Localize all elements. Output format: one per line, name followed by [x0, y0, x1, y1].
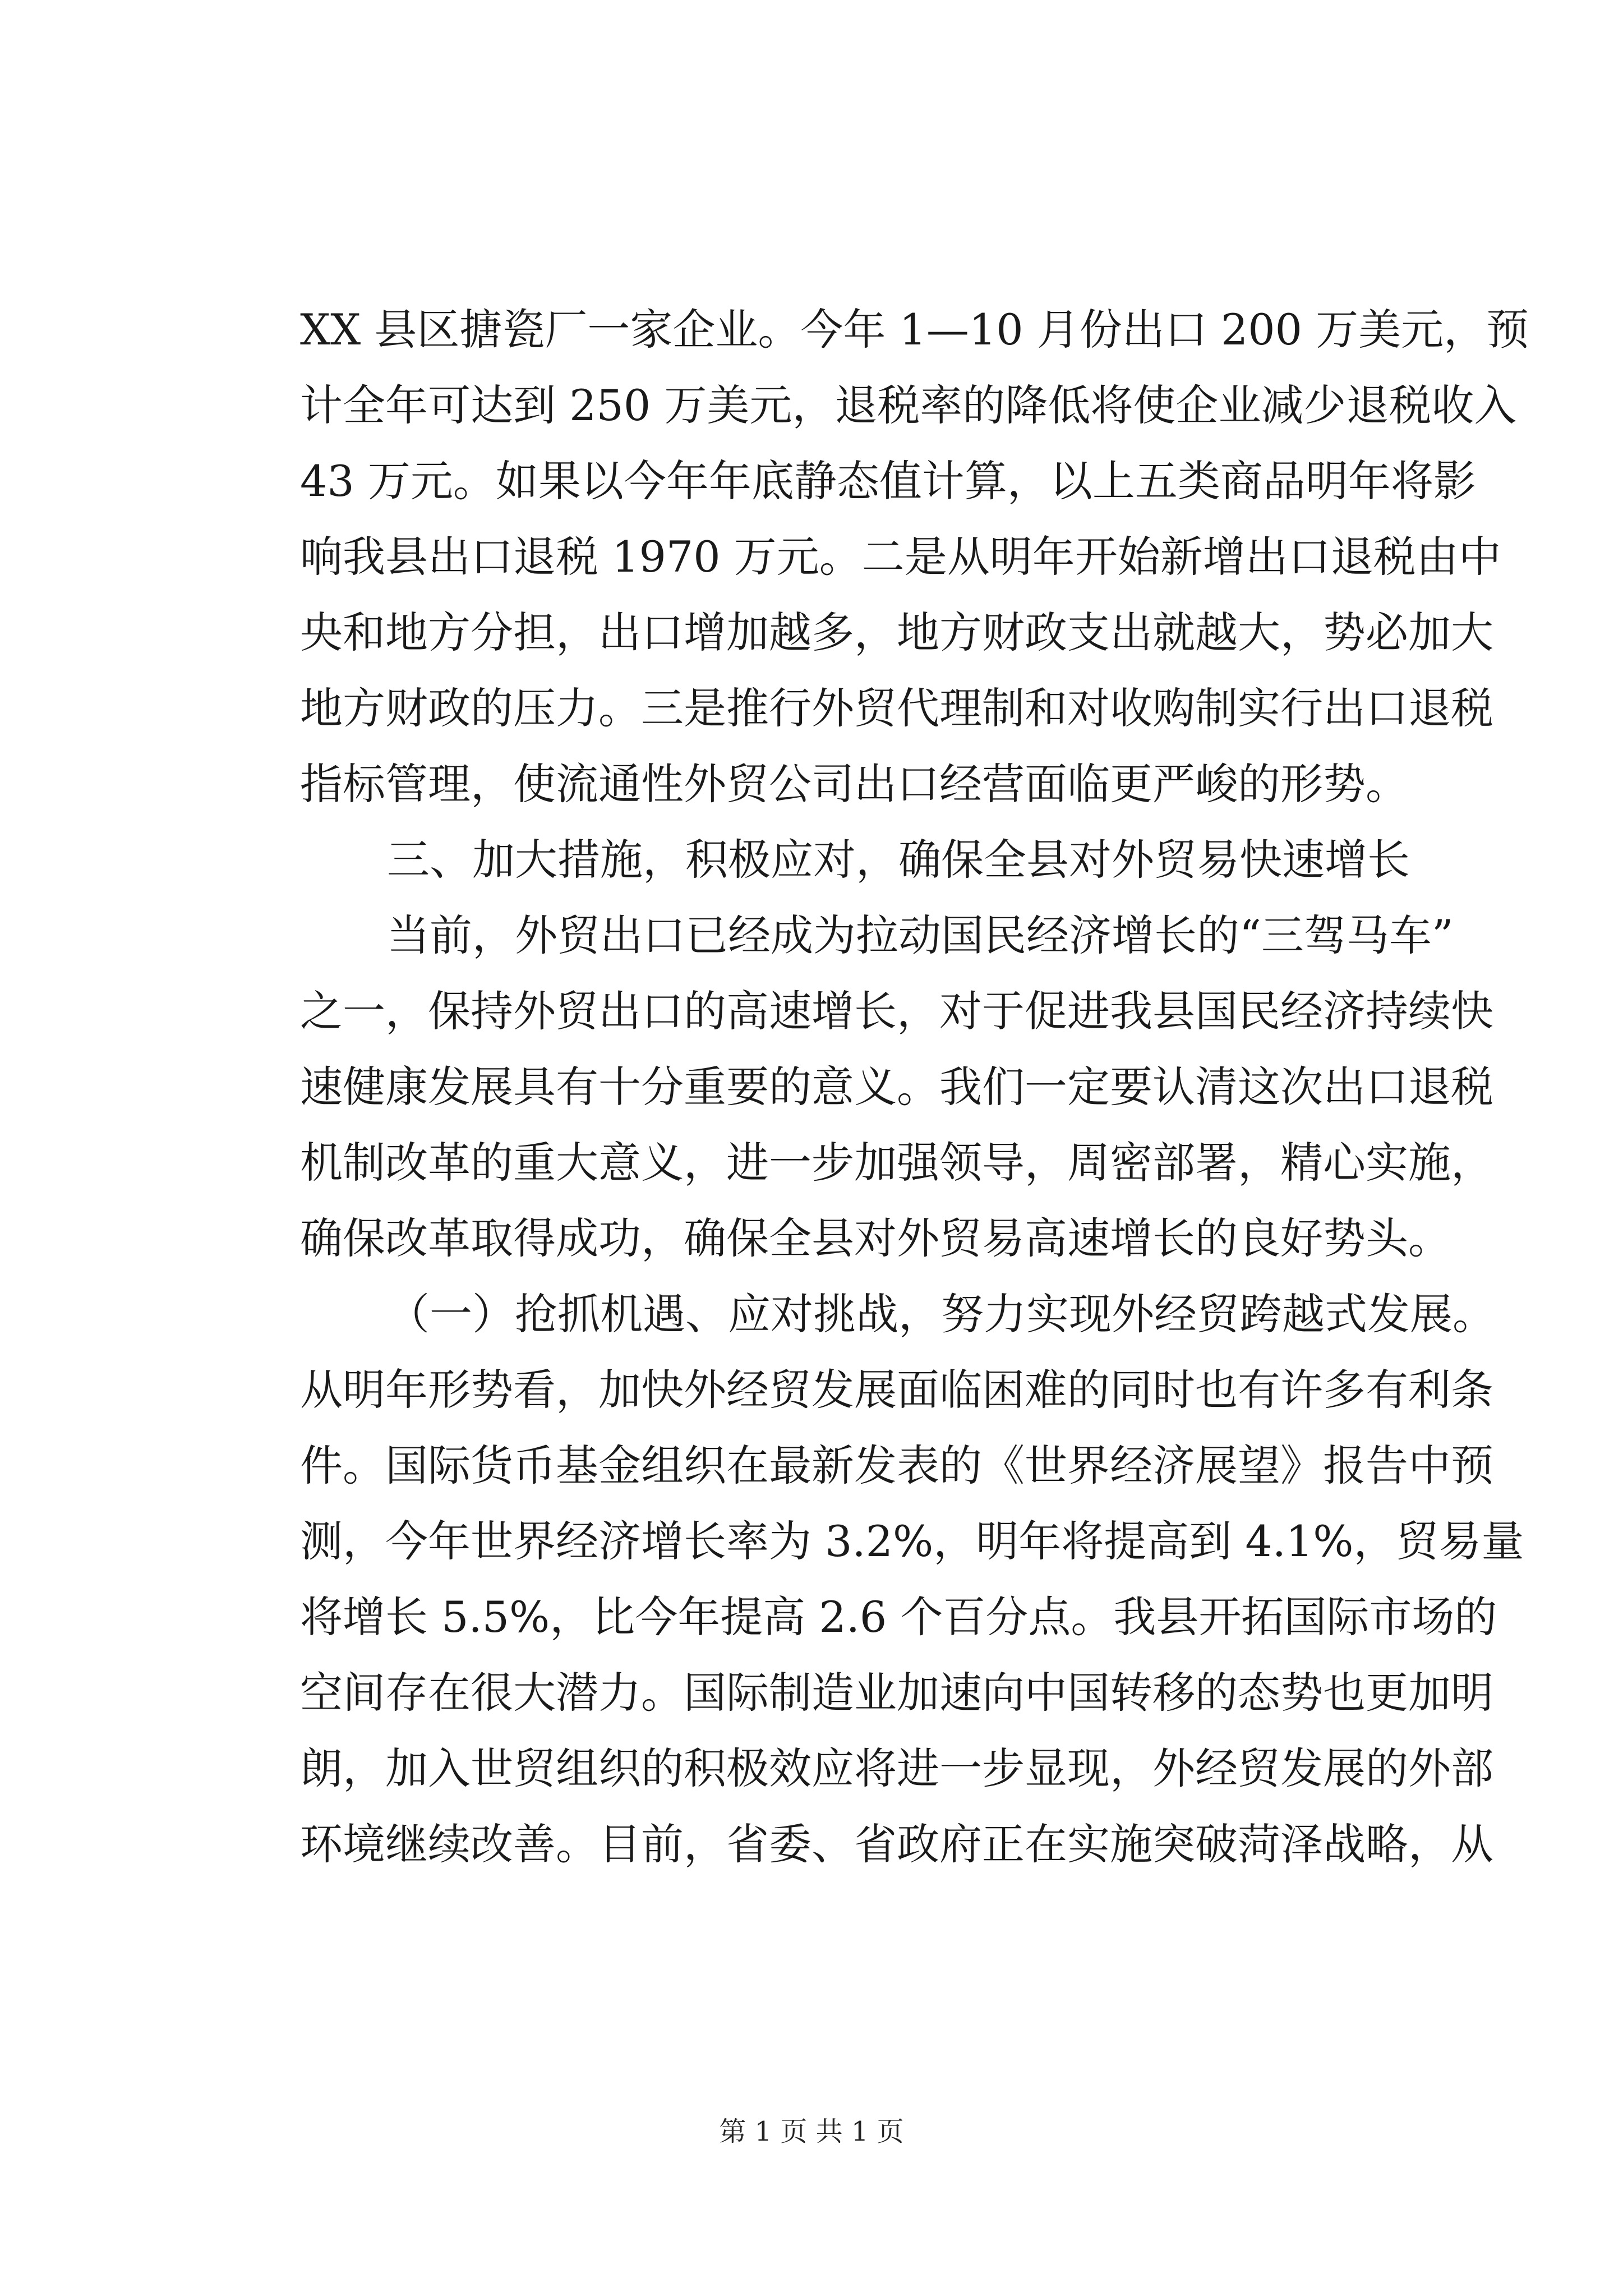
text-line: 朗，加入世贸组织的积极效应将进一步显现，外经贸发展的外部 [300, 1743, 1493, 1793]
text-line: 环境继续改善。目前，省委、省政府正在实施突破菏泽战略，从 [300, 1819, 1493, 1869]
text-line: 地方财政的压力。三是推行外贸代理制和对收购制实行出口退税 [300, 683, 1493, 733]
text-line: 当前，外贸出口已经成为拉动国民经济增长的“三驾马车” [387, 910, 1454, 960]
text-line: 从明年形势看，加快外经贸发展面临困难的同时也有许多有利条 [300, 1365, 1493, 1415]
text-line: 速健康发展具有十分重要的意义。我们一定要认清这次出口退税 [300, 1062, 1493, 1112]
text-line: 响我县出口退税 1970 万元。二是从明年开始新增出口退税由中 [300, 532, 1501, 582]
text-line: 测，今年世界经济增长率为 3.2%，明年将提高到 4.1%，贸易量 [300, 1516, 1524, 1566]
text-line: 指标管理，使流通性外贸公司出口经营面临更严峻的形势。 [300, 759, 1408, 809]
page-footer: 第 1 页 共 1 页 [719, 2116, 904, 2147]
text-line: 机制改革的重大意义，进一步加强领导，周密部署，精心实施， [300, 1138, 1493, 1188]
text-line: 计全年可达到 250 万美元，退税率的降低将使企业减少退税收入 [300, 380, 1517, 430]
document-body [300, 292, 1529, 1882]
text-line: 确保改革取得成功，确保全县对外贸易高速增长的良好势头。 [300, 1213, 1451, 1263]
text-line: 43 万元。如果以今年年底静态值计算，以上五类商品明年将影 [300, 456, 1476, 506]
section-heading: 三、加大措施，积极应对，确保全县对外贸易快速增长 [387, 835, 1410, 885]
text-line: 央和地方分担，出口增加越多，地方财政支出就越大，势必加大 [300, 608, 1493, 657]
text-line: 之一，保持外贸出口的高速增长，对于促进我县国民经济持续快 [300, 986, 1493, 1036]
text-line: 空间存在很大潜力。国际制造业加速向中国转移的态势也更加明 [300, 1668, 1493, 1718]
text-line: 将增长 5.5%，比今年提高 2.6 个百分点。我县开拓国际市场的 [300, 1592, 1497, 1642]
text-line: XX 县区搪瓷厂一家企业。今年 1—10 月份出口 200 万美元，预 [300, 305, 1529, 355]
text-line: 件。国际货币基金组织在最新发表的《世界经济展望》报告中预 [300, 1441, 1493, 1490]
subsection-heading: （一）抢抓机遇、应对挑战，努力实现外经贸跨越式发展。 [387, 1289, 1495, 1339]
